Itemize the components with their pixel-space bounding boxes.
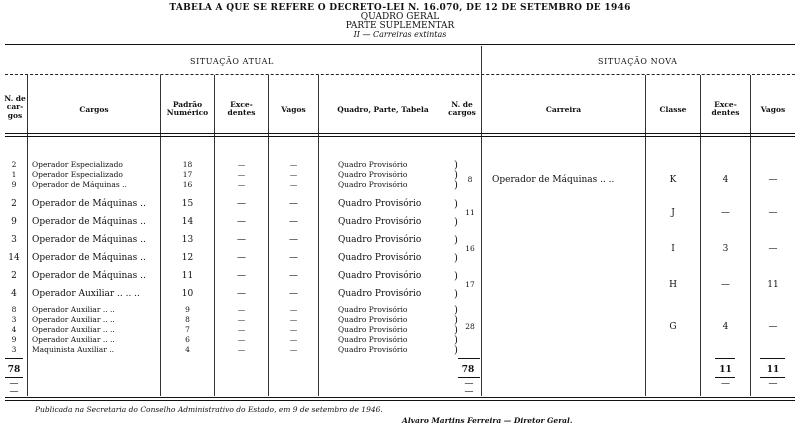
document-title: TABELA A QUE SE REFERE O DECRETO-LEI N. 16.070, DE 12 DE SETEMBRO DE 1946 bbox=[169, 3, 631, 13]
row-padrao: 16 bbox=[182, 180, 193, 189]
row-padrao: 18 bbox=[182, 160, 193, 169]
row-excedentes: — bbox=[237, 315, 246, 324]
total-rule bbox=[715, 358, 735, 359]
row-n-cargos: 2 bbox=[11, 160, 17, 169]
total-dash: — bbox=[721, 379, 730, 389]
row-cargo: Operador Especializado bbox=[32, 170, 123, 179]
row-padrao: 7 bbox=[185, 325, 190, 334]
group-classe: I bbox=[671, 244, 675, 254]
row-vagos: — bbox=[289, 315, 298, 324]
total-rule bbox=[458, 358, 480, 359]
row-quadro: Quadro Provisório bbox=[338, 325, 408, 334]
row-n-cargos: 3 bbox=[11, 345, 17, 354]
row-excedentes: — bbox=[237, 217, 246, 227]
row-excedentes: — bbox=[237, 235, 246, 245]
group-n-cargos: 8 bbox=[467, 175, 473, 184]
row-padrao: 9 bbox=[185, 305, 190, 314]
row-excedentes: — bbox=[237, 199, 246, 209]
footer-publication: Publicada na Secretaria do Conselho Administrativo do Estado, em 9 de setembro de 1946. bbox=[35, 405, 383, 414]
row-vagos: — bbox=[289, 170, 298, 179]
row-quadro: Quadro Provisório bbox=[338, 289, 422, 299]
col-vagos: Vagos bbox=[281, 105, 306, 114]
row-excedentes: — bbox=[237, 289, 246, 299]
group-vagos: — bbox=[768, 244, 778, 254]
row-excedentes: — bbox=[237, 180, 246, 189]
total-rule bbox=[458, 377, 480, 378]
row-padrao: 11 bbox=[181, 271, 194, 281]
row-quadro: Quadro Provisório bbox=[338, 253, 422, 263]
group-excedentes: — bbox=[721, 280, 730, 290]
table-top-rule bbox=[5, 44, 795, 45]
row-excedentes: — bbox=[237, 160, 246, 169]
brace: ) bbox=[454, 180, 458, 191]
header-rule bbox=[5, 133, 795, 134]
row-vagos: — bbox=[289, 325, 298, 334]
col-n-cargos: N. de car- gos bbox=[4, 94, 26, 120]
row-quadro: Quadro Provisório bbox=[338, 345, 408, 354]
col-divider bbox=[645, 75, 646, 396]
header-rule-double bbox=[5, 136, 795, 137]
col-n-cargos-nova: N. de cargos bbox=[448, 100, 476, 118]
group-excedentes: 3 bbox=[722, 244, 729, 254]
total-rule bbox=[760, 358, 785, 359]
row-n-cargos: 4 bbox=[11, 289, 17, 299]
group-n-cargos: 11 bbox=[465, 208, 475, 217]
row-quadro: Quadro Provisório bbox=[338, 271, 422, 281]
row-excedentes: — bbox=[237, 345, 246, 354]
row-n-cargos: 8 bbox=[11, 305, 17, 314]
group-excedentes: — bbox=[721, 208, 730, 218]
row-padrao: 14 bbox=[181, 217, 194, 227]
section-situacao-atual: SITUAÇÃO ATUAL bbox=[190, 57, 274, 66]
group-vagos: — bbox=[768, 208, 778, 218]
total-rule bbox=[760, 377, 785, 378]
brace: ) bbox=[454, 253, 458, 264]
row-n-cargos: 9 bbox=[11, 335, 17, 344]
row-cargo: Operador de Máquinas .. bbox=[32, 199, 146, 209]
row-quadro: Quadro Provisório bbox=[338, 170, 408, 179]
brace: ) bbox=[454, 325, 458, 336]
row-vagos: — bbox=[289, 180, 298, 189]
row-excedentes: — bbox=[237, 170, 246, 179]
section-divider bbox=[481, 46, 482, 396]
total-n-cargos-nova: 78 bbox=[461, 365, 475, 375]
brace: ) bbox=[454, 160, 458, 171]
group-classe: J bbox=[671, 208, 675, 218]
row-cargo: Operador Auxiliar .. .. bbox=[32, 305, 115, 314]
total-rule bbox=[5, 377, 23, 378]
brace: ) bbox=[454, 289, 458, 300]
row-quadro: Quadro Provisório bbox=[338, 315, 408, 324]
row-n-cargos: 9 bbox=[11, 180, 17, 189]
row-vagos: — bbox=[289, 217, 298, 227]
row-quadro: Quadro Provisório bbox=[338, 160, 408, 169]
row-vagos: — bbox=[289, 199, 298, 209]
row-cargo: Operador Auxiliar .. .. bbox=[32, 315, 115, 324]
row-excedentes: — bbox=[237, 271, 246, 281]
row-cargo: Maquinista Auxiliar .. bbox=[32, 345, 115, 354]
row-excedentes: — bbox=[237, 335, 246, 344]
row-cargo: Operador de Máquinas .. bbox=[32, 217, 146, 227]
group-classe: H bbox=[669, 280, 677, 290]
total-vagos: 11 bbox=[766, 365, 780, 375]
total-n-cargos: 78 bbox=[7, 365, 21, 375]
group-excedentes: 4 bbox=[722, 175, 729, 185]
row-n-cargos: 3 bbox=[11, 315, 17, 324]
group-n-cargos: 28 bbox=[465, 322, 475, 331]
col-classe: Classe bbox=[659, 105, 687, 114]
total-rule bbox=[715, 377, 735, 378]
table-bottom-rule-double bbox=[5, 400, 795, 401]
total-rule bbox=[5, 358, 23, 359]
group-carreira: Operador de Máquinas .. .. bbox=[492, 175, 615, 185]
row-vagos: — bbox=[289, 160, 298, 169]
total-dash: — bbox=[464, 387, 474, 397]
row-padrao: 4 bbox=[185, 345, 190, 354]
brace: ) bbox=[454, 235, 458, 246]
col-padrao: Padrão Numérico bbox=[166, 100, 209, 118]
brace: ) bbox=[454, 217, 458, 228]
row-quadro: Quadro Provisório bbox=[338, 305, 408, 314]
footer-signature: Alvaro Martins Ferreira — Diretor Geral. bbox=[402, 416, 573, 425]
row-vagos: — bbox=[289, 253, 298, 263]
section-situacao-nova: SITUAÇÃO NOVA bbox=[598, 57, 678, 66]
row-padrao: 13 bbox=[181, 235, 194, 245]
row-quadro: Quadro Provisório bbox=[338, 199, 422, 209]
brace: ) bbox=[454, 345, 458, 356]
row-cargo: Operador de Máquinas .. bbox=[32, 253, 146, 263]
row-cargo: Operador de Máquinas .. bbox=[32, 180, 127, 189]
brace: ) bbox=[454, 335, 458, 346]
row-vagos: — bbox=[289, 305, 298, 314]
table-bottom-rule bbox=[5, 397, 795, 398]
row-quadro: Quadro Provisório bbox=[338, 335, 408, 344]
subtitle-quadro-geral: QUADRO GERAL bbox=[360, 12, 440, 22]
row-vagos: — bbox=[289, 271, 298, 281]
row-quadro: Quadro Provisório bbox=[338, 235, 422, 245]
col-divider bbox=[318, 75, 319, 396]
total-dash: — bbox=[768, 379, 778, 389]
total-excedentes: 11 bbox=[719, 365, 732, 375]
total-dash: — bbox=[464, 379, 474, 389]
col-quadro: Quadro, Parte, Tabela bbox=[337, 105, 429, 114]
row-cargo: Operador de Máquinas .. bbox=[32, 271, 146, 281]
col-divider bbox=[27, 75, 28, 396]
group-classe: K bbox=[669, 175, 677, 185]
col-excedentes-nova: Exce- dentes bbox=[711, 100, 740, 118]
subtitle-carreiras-extintas: II — Carreiras extintas bbox=[353, 30, 447, 39]
group-n-cargos: 17 bbox=[465, 280, 475, 289]
row-padrao: 8 bbox=[185, 315, 190, 324]
row-vagos: — bbox=[289, 335, 298, 344]
col-cargos: Cargos bbox=[79, 105, 109, 114]
row-padrao: 15 bbox=[181, 199, 194, 209]
brace: ) bbox=[454, 170, 458, 181]
row-padrao: 12 bbox=[181, 253, 194, 263]
row-quadro: Quadro Provisório bbox=[338, 180, 408, 189]
row-vagos: — bbox=[289, 345, 298, 354]
brace: ) bbox=[454, 199, 458, 210]
col-carreira: Carreira bbox=[545, 105, 582, 114]
col-excedentes: Exce- dentes bbox=[227, 100, 256, 118]
brace: ) bbox=[454, 305, 458, 316]
row-cargo: Operador de Máquinas .. bbox=[32, 235, 146, 245]
row-cargo: Operador Auxiliar .. .. bbox=[32, 335, 115, 344]
row-quadro: Quadro Provisório bbox=[338, 217, 422, 227]
brace: ) bbox=[454, 271, 458, 282]
total-dash: — bbox=[9, 387, 19, 397]
row-padrao: 10 bbox=[181, 289, 194, 299]
col-divider bbox=[750, 75, 751, 396]
row-n-cargos: 2 bbox=[11, 271, 17, 281]
col-divider bbox=[700, 75, 701, 396]
total-dash: — bbox=[9, 379, 19, 389]
row-n-cargos: 14 bbox=[8, 253, 20, 263]
row-vagos: — bbox=[289, 235, 298, 245]
row-cargo: Operador Auxiliar .. .. bbox=[32, 325, 115, 334]
row-vagos: — bbox=[289, 289, 298, 299]
row-cargo: Operador Especializado bbox=[32, 160, 123, 169]
subtitle-parte-suplementar: PARTE SUPLEMENTAR bbox=[345, 21, 455, 31]
row-excedentes: — bbox=[237, 325, 246, 334]
group-classe: G bbox=[669, 322, 677, 332]
group-vagos: 11 bbox=[767, 280, 779, 290]
row-n-cargos: 3 bbox=[11, 235, 17, 245]
row-n-cargos: 1 bbox=[11, 170, 17, 179]
row-n-cargos: 9 bbox=[11, 217, 17, 227]
row-n-cargos: 4 bbox=[11, 325, 17, 334]
col-vagos-nova: Vagos bbox=[760, 105, 786, 114]
row-n-cargos: 2 bbox=[11, 199, 17, 209]
row-cargo: Operador Auxiliar .. .. .. bbox=[32, 289, 140, 299]
row-excedentes: — bbox=[237, 305, 246, 314]
row-padrao: 6 bbox=[185, 335, 190, 344]
section-rule bbox=[5, 74, 795, 75]
group-vagos: — bbox=[768, 175, 778, 185]
group-excedentes: 4 bbox=[722, 322, 729, 332]
brace: ) bbox=[454, 315, 458, 326]
row-padrao: 17 bbox=[182, 170, 193, 179]
row-excedentes: — bbox=[237, 253, 246, 263]
group-n-cargos: 16 bbox=[465, 244, 475, 253]
group-vagos: — bbox=[768, 322, 778, 332]
